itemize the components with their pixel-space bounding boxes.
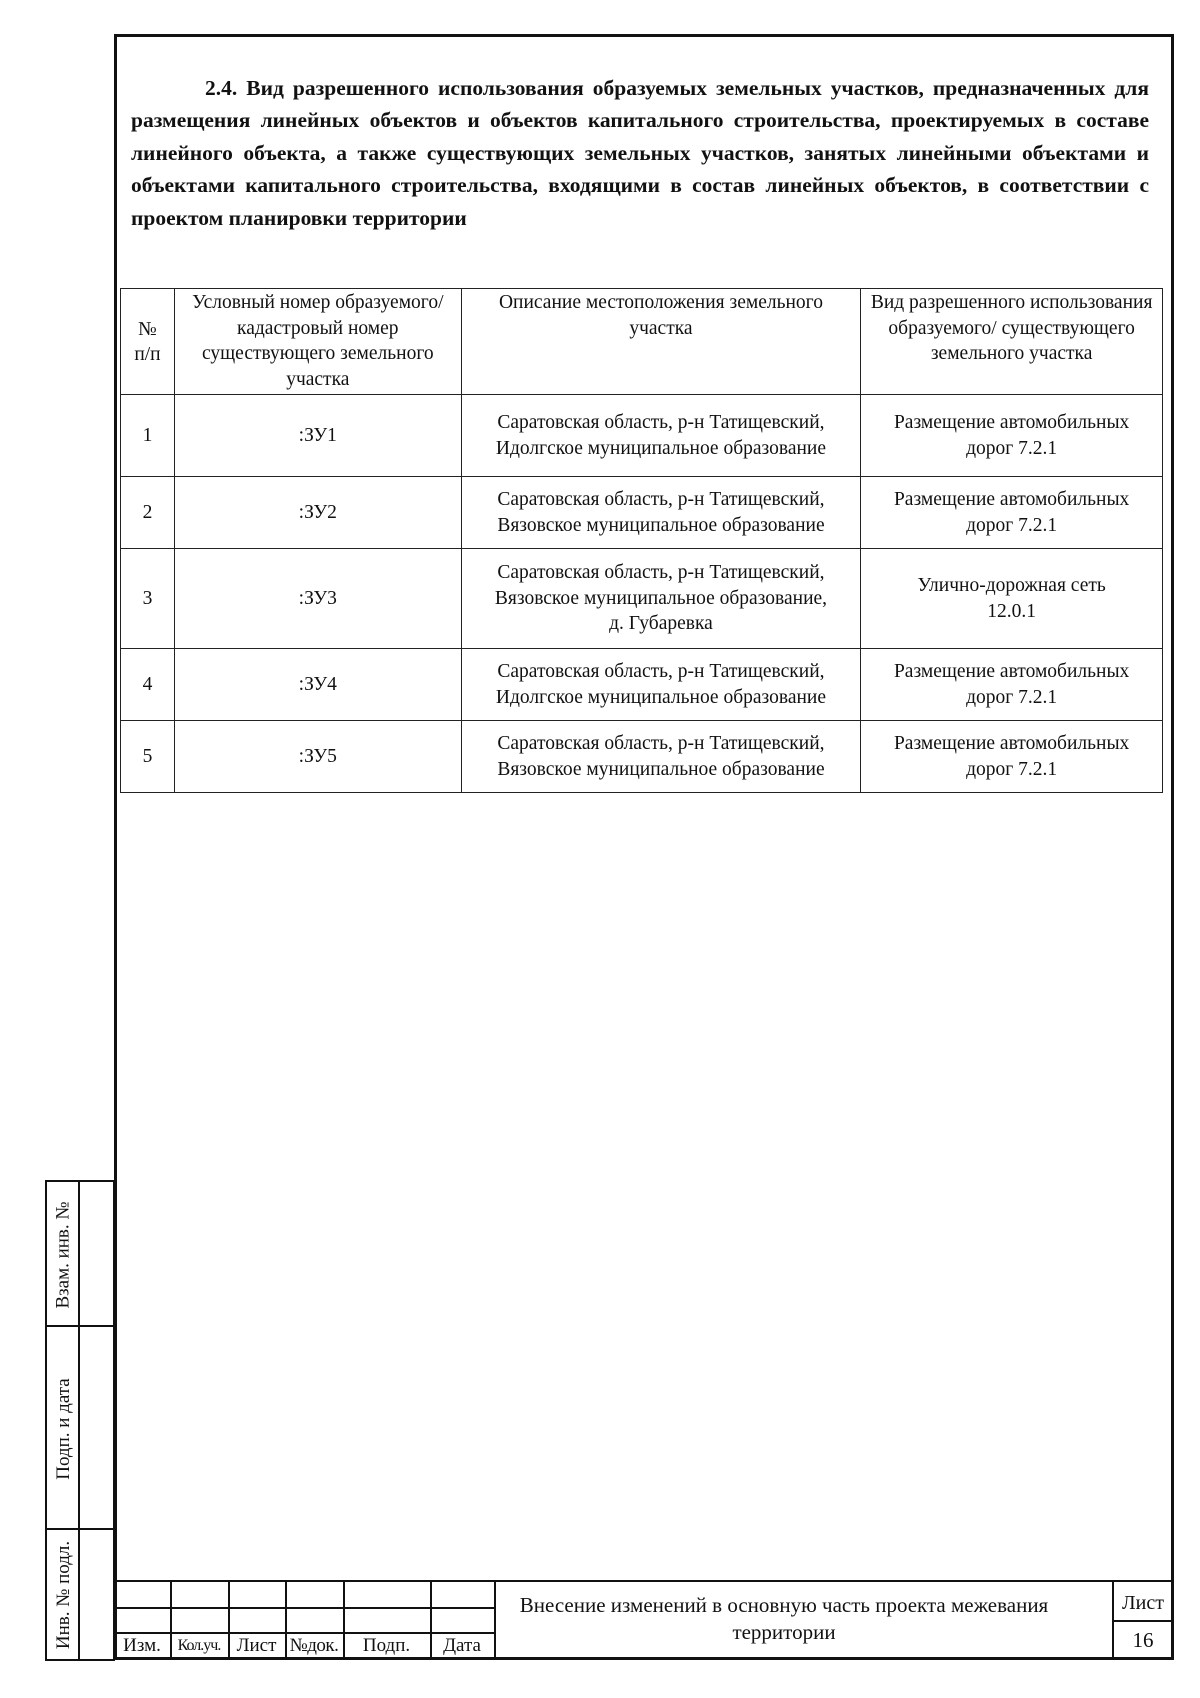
cell-plot-id: :ЗУ2: [174, 477, 461, 549]
cell-location: Саратовская область, р-н Татищевский, Идолгское муниципальное образование: [461, 395, 861, 477]
label-data: Дата: [443, 1635, 481, 1656]
cell-number: 1: [121, 395, 175, 477]
table-row: [121, 549, 1163, 649]
table-row: [121, 477, 1163, 549]
page-frame: [114, 34, 1174, 1660]
vzam-inv-label-box: [51, 1182, 77, 1327]
label-kol-uch: Кол.уч.: [177, 1637, 221, 1654]
cell-number: 3: [121, 549, 175, 649]
cell-number: 5: [121, 721, 175, 793]
table-row: [121, 649, 1163, 721]
cell-location: Саратовская область, р-н Татищевский, Вязовское муниципальное образование: [461, 477, 861, 549]
cell-permitted-use: Размещение автомобильных дорог 7.2.1: [861, 649, 1163, 721]
label-list: Лист: [236, 1635, 277, 1656]
land-plots-table: [120, 288, 1163, 793]
sheet-number: 16: [1132, 1628, 1154, 1652]
cell-permitted-use: Улично-дорожная сеть 12.0.1: [861, 549, 1163, 649]
title-block-row-line: [1112, 1620, 1174, 1622]
cell-number: 2: [121, 477, 175, 549]
cell-plot-id: :ЗУ3: [174, 549, 461, 649]
cell-location: Саратовская область, р-н Татищевский, Идолгское муниципальное образование: [461, 649, 861, 721]
side-stamp: [45, 1180, 115, 1661]
podp-data-label-box: [51, 1327, 77, 1530]
title-block-border: [114, 1580, 1174, 1582]
cell-permitted-use: Размещение автомобильных дорог 7.2.1: [861, 395, 1163, 477]
vzam-inv-label: Взам. инв. №: [53, 1200, 75, 1309]
header-permitted-use: Вид разрешенного использования образуемого/ существующего земельного участка: [861, 289, 1163, 395]
header-number: № п/п: [121, 289, 175, 395]
cell-plot-id: :ЗУ4: [174, 649, 461, 721]
title-block: [114, 1580, 1174, 1660]
table-header-row: [121, 289, 1163, 395]
table-row: [121, 395, 1163, 477]
header-plot-id: Условный номер образуемого/ кадастровый номер существующего земельного участка: [174, 289, 461, 395]
document-title: Внесение изменений в основную часть проекта межевания территории: [519, 1593, 1049, 1644]
label-podp: Подп.: [362, 1635, 411, 1656]
sheet-label: Лист: [1122, 1592, 1164, 1614]
inv-podl-label-box: [51, 1530, 77, 1659]
cell-location: Саратовская область, р-н Татищевский, Вязовское муниципальное образование, д. Губаревка: [461, 549, 861, 649]
cell-number: 4: [121, 649, 175, 721]
section-heading-text: 2.4. Вид разрешенного использования образуемых земельных участков, предназначенных для размещения линейных объектов и объектов капитального строительства, проектируемых в составе линейного объекта, а также существующих земельных участков, занятых линейными объектами и объектами капитального строительства, входящими в состав линейных объектов, в соответствии с проектом планировки территории: [131, 76, 1149, 230]
label-ndok: №док.: [289, 1635, 339, 1656]
header-location: Описание местоположения земельного участка: [461, 289, 861, 395]
cell-plot-id: :ЗУ5: [174, 721, 461, 793]
inv-podl-label: Инв. № подл.: [53, 1540, 75, 1649]
cell-location: Саратовская область, р-н Татищевский, Вязовское муниципальное образование: [461, 721, 861, 793]
cell-permitted-use: Размещение автомобильных дорог 7.2.1: [861, 721, 1163, 793]
cell-plot-id: :ЗУ1: [174, 395, 461, 477]
section-heading: [131, 72, 1149, 234]
cell-permitted-use: Размещение автомобильных дорог 7.2.1: [861, 477, 1163, 549]
label-izm: Изм.: [123, 1635, 161, 1656]
table-row: [121, 721, 1163, 793]
podp-data-label: Подп. и дата: [53, 1377, 75, 1480]
